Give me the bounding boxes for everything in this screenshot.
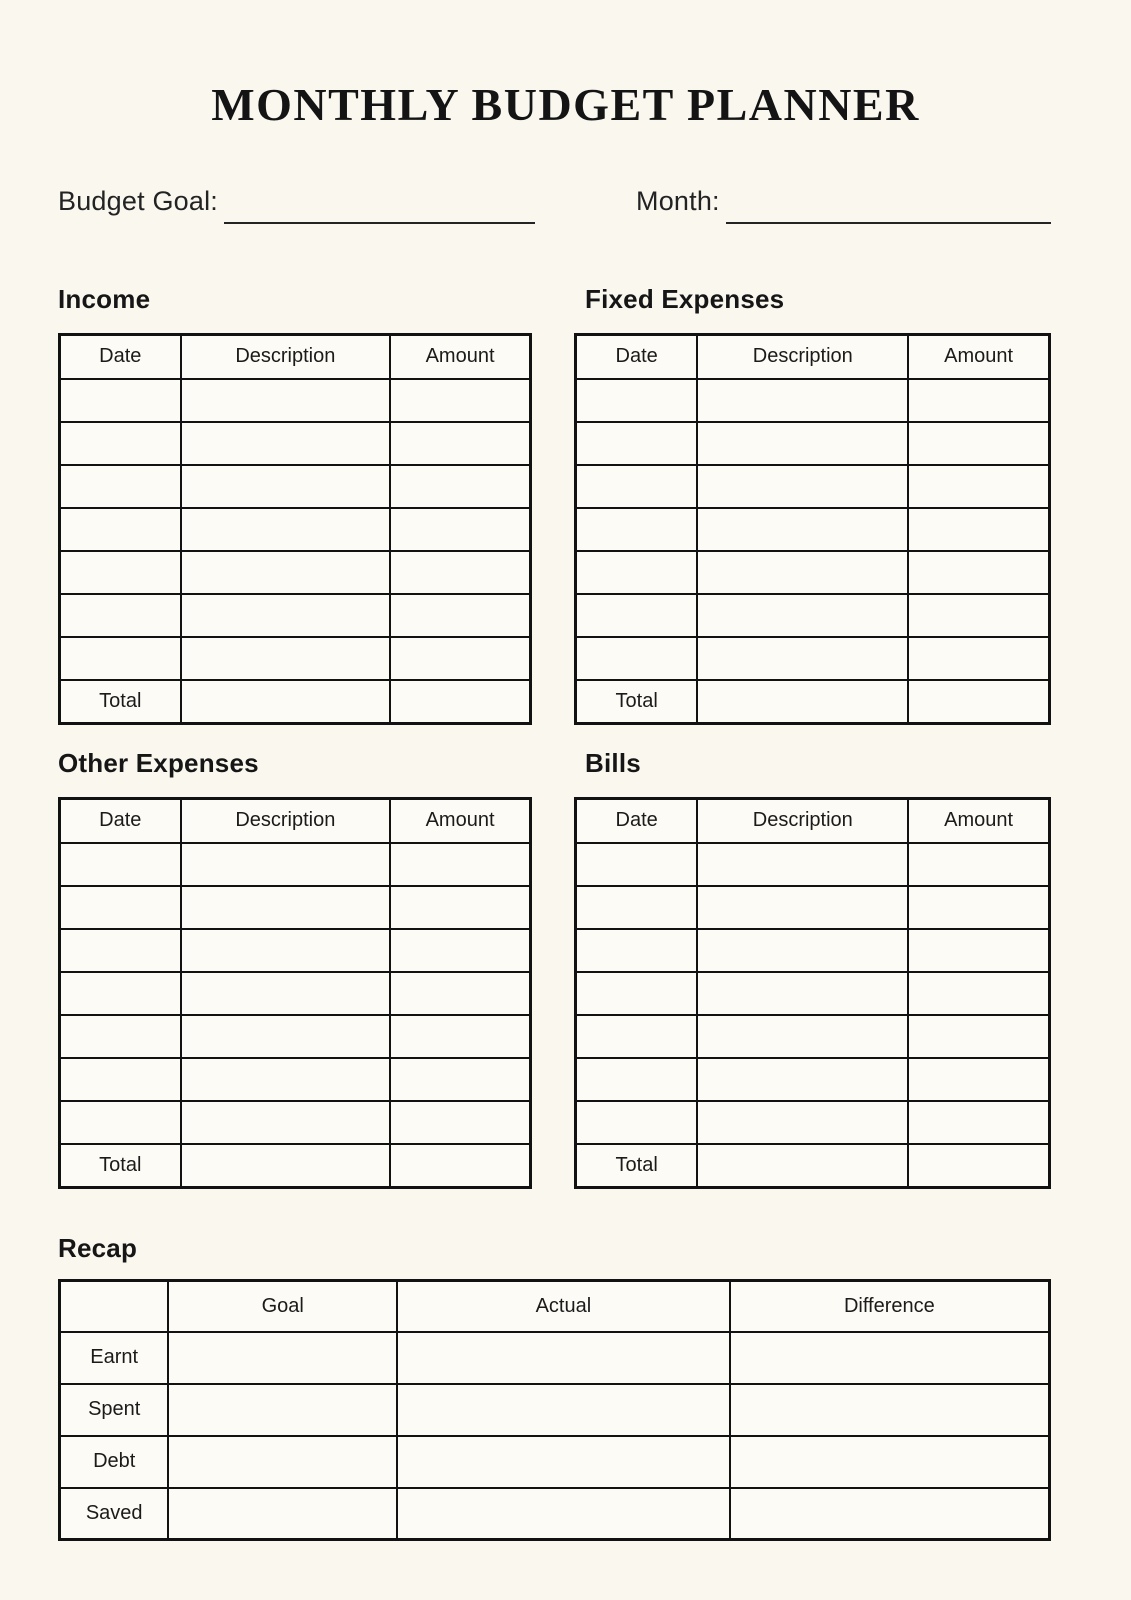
date-cell[interactable] — [60, 594, 181, 637]
description-cell[interactable] — [181, 551, 391, 594]
row-label-debt: Debt — [60, 1436, 169, 1488]
recap-corner-cell — [60, 1281, 169, 1332]
table-row — [60, 929, 531, 972]
other-expenses-heading: Other Expenses — [58, 748, 259, 779]
income-heading: Income — [58, 284, 151, 315]
date-cell[interactable] — [576, 843, 698, 886]
amount-cell[interactable] — [908, 1058, 1049, 1101]
description-cell[interactable] — [181, 379, 391, 422]
description-cell[interactable] — [697, 1058, 908, 1101]
date-cell[interactable] — [576, 422, 698, 465]
total-description-cell[interactable] — [697, 680, 908, 724]
total-row — [60, 1144, 531, 1188]
date-cell[interactable] — [60, 843, 181, 886]
date-cell[interactable] — [60, 465, 181, 508]
date-cell[interactable] — [60, 929, 181, 972]
total-label: Total — [60, 1144, 181, 1188]
description-cell[interactable] — [181, 886, 391, 929]
difference-cell[interactable] — [730, 1488, 1050, 1540]
column-header-description: Description — [697, 335, 908, 379]
amount-cell[interactable] — [390, 551, 530, 594]
total-description-cell[interactable] — [181, 680, 391, 724]
date-cell[interactable] — [60, 508, 181, 551]
description-cell[interactable] — [181, 929, 391, 972]
goal-month-row — [58, 186, 1051, 217]
total-amount-cell[interactable] — [390, 1144, 530, 1188]
column-header-date: Date — [60, 335, 181, 379]
amount-cell[interactable] — [908, 886, 1049, 929]
row-label-spent: Spent — [60, 1384, 169, 1436]
column-header-amount: Amount — [908, 799, 1049, 843]
table-row — [576, 843, 1050, 886]
table-row — [60, 1101, 531, 1144]
total-row — [576, 1144, 1050, 1188]
difference-cell[interactable] — [730, 1436, 1050, 1488]
description-cell[interactable] — [181, 1058, 391, 1101]
table-row — [576, 465, 1050, 508]
description-cell[interactable] — [697, 508, 908, 551]
description-cell[interactable] — [697, 594, 908, 637]
recap-row-debt — [60, 1436, 1050, 1488]
table-row — [576, 1058, 1050, 1101]
total-amount-cell[interactable] — [908, 1144, 1049, 1188]
recap-row-earnt — [60, 1332, 1050, 1384]
column-header-date: Date — [60, 799, 181, 843]
description-cell[interactable] — [697, 1015, 908, 1058]
amount-cell[interactable] — [390, 972, 530, 1015]
amount-cell[interactable] — [908, 972, 1049, 1015]
month-input-line[interactable] — [726, 222, 1051, 224]
bills-heading: Bills — [585, 748, 641, 779]
amount-cell[interactable] — [390, 1101, 530, 1144]
goal-cell[interactable] — [168, 1384, 397, 1436]
budget-goal-field — [58, 186, 535, 217]
amount-cell[interactable] — [390, 422, 530, 465]
table-row — [576, 972, 1050, 1015]
other-expenses-table — [58, 797, 532, 1189]
date-cell[interactable] — [60, 637, 181, 680]
amount-cell[interactable] — [390, 508, 530, 551]
header-row — [60, 335, 531, 379]
table-row — [576, 1101, 1050, 1144]
description-cell[interactable] — [181, 422, 391, 465]
column-header-difference: Difference — [730, 1281, 1050, 1332]
actual-cell[interactable] — [397, 1488, 730, 1540]
total-description-cell[interactable] — [697, 1144, 908, 1188]
description-cell[interactable] — [181, 1015, 391, 1058]
actual-cell[interactable] — [397, 1384, 730, 1436]
amount-cell[interactable] — [390, 465, 530, 508]
description-cell[interactable] — [181, 843, 391, 886]
date-cell[interactable] — [576, 594, 698, 637]
goal-cell[interactable] — [168, 1332, 397, 1384]
table-row — [576, 594, 1050, 637]
column-header-actual: Actual — [397, 1281, 730, 1332]
date-cell[interactable] — [60, 1015, 181, 1058]
fixed-expenses-table — [574, 333, 1051, 725]
description-cell[interactable] — [181, 594, 391, 637]
column-header-amount: Amount — [390, 335, 530, 379]
total-amount-cell[interactable] — [908, 680, 1049, 724]
table-row — [60, 422, 531, 465]
date-cell[interactable] — [576, 551, 698, 594]
amount-cell[interactable] — [908, 508, 1049, 551]
recap-section — [58, 1235, 1051, 1541]
row-label-saved: Saved — [60, 1488, 169, 1540]
date-cell[interactable] — [576, 1101, 698, 1144]
page-title: MONTHLY BUDGET PLANNER — [211, 79, 920, 130]
description-cell[interactable] — [697, 637, 908, 680]
amount-cell[interactable] — [390, 886, 530, 929]
amount-cell[interactable] — [908, 1101, 1049, 1144]
total-row — [60, 680, 531, 724]
description-cell[interactable] — [697, 379, 908, 422]
date-cell[interactable] — [576, 508, 698, 551]
row-label-earnt: Earnt — [60, 1332, 169, 1384]
date-cell[interactable] — [576, 886, 698, 929]
amount-cell[interactable] — [908, 637, 1049, 680]
amount-cell[interactable] — [908, 929, 1049, 972]
date-cell[interactable] — [576, 637, 698, 680]
amount-cell[interactable] — [908, 379, 1049, 422]
total-label: Total — [576, 680, 698, 724]
recap-table — [58, 1279, 1051, 1541]
recap-row-spent — [60, 1384, 1050, 1436]
description-cell[interactable] — [181, 1101, 391, 1144]
table-row — [60, 594, 531, 637]
table-row — [60, 886, 531, 929]
amount-cell[interactable] — [908, 594, 1049, 637]
total-row — [576, 680, 1050, 724]
amount-cell[interactable] — [908, 422, 1049, 465]
description-cell[interactable] — [697, 972, 908, 1015]
total-label: Total — [60, 680, 181, 724]
budget-goal-input-line[interactable] — [224, 222, 535, 224]
column-header-goal: Goal — [168, 1281, 397, 1332]
description-cell[interactable] — [181, 508, 391, 551]
amount-cell[interactable] — [908, 1015, 1049, 1058]
actual-cell[interactable] — [397, 1436, 730, 1488]
date-cell[interactable] — [576, 1058, 698, 1101]
goal-cell[interactable] — [168, 1488, 397, 1540]
table-row — [576, 929, 1050, 972]
amount-cell[interactable] — [390, 1058, 530, 1101]
date-cell[interactable] — [576, 1015, 698, 1058]
date-cell[interactable] — [60, 422, 181, 465]
date-cell[interactable] — [576, 379, 698, 422]
amount-cell[interactable] — [390, 843, 530, 886]
amount-cell[interactable] — [390, 637, 530, 680]
table-row — [576, 422, 1050, 465]
date-cell[interactable] — [576, 929, 698, 972]
description-cell[interactable] — [697, 465, 908, 508]
column-header-description: Description — [181, 335, 391, 379]
tables-grid — [58, 286, 1051, 1189]
recap-row-saved — [60, 1488, 1050, 1540]
description-cell[interactable] — [697, 551, 908, 594]
header-row — [60, 799, 531, 843]
column-header-amount: Amount — [390, 799, 530, 843]
table-row — [60, 843, 531, 886]
total-description-cell[interactable] — [181, 1144, 391, 1188]
table-row — [60, 1058, 531, 1101]
column-header-amount: Amount — [908, 335, 1049, 379]
column-header-date: Date — [576, 335, 698, 379]
table-row — [576, 379, 1050, 422]
bills-section — [574, 750, 1051, 1189]
date-cell[interactable] — [60, 379, 181, 422]
description-cell[interactable] — [181, 637, 391, 680]
date-cell[interactable] — [60, 1101, 181, 1144]
header-row — [576, 799, 1050, 843]
column-header-description: Description — [697, 799, 908, 843]
table-row — [60, 465, 531, 508]
table-row — [576, 886, 1050, 929]
table-row — [60, 1015, 531, 1058]
table-row — [576, 1015, 1050, 1058]
bills-table — [574, 797, 1051, 1189]
table-row — [576, 551, 1050, 594]
difference-cell[interactable] — [730, 1384, 1050, 1436]
recap-heading: Recap — [58, 1233, 138, 1264]
amount-cell[interactable] — [908, 551, 1049, 594]
description-cell[interactable] — [697, 1101, 908, 1144]
description-cell[interactable] — [697, 929, 908, 972]
table-row — [60, 637, 531, 680]
fixed-expenses-section — [574, 286, 1051, 725]
description-cell[interactable] — [181, 972, 391, 1015]
month-label: Month: — [636, 186, 720, 216]
actual-cell[interactable] — [397, 1332, 730, 1384]
table-row — [576, 637, 1050, 680]
amount-cell[interactable] — [908, 465, 1049, 508]
date-cell[interactable] — [576, 465, 698, 508]
difference-cell[interactable] — [730, 1332, 1050, 1384]
month-field — [636, 186, 1051, 217]
fixed-expenses-heading: Fixed Expenses — [585, 284, 785, 315]
other-expenses-section — [58, 750, 532, 1189]
amount-cell[interactable] — [390, 929, 530, 972]
date-cell[interactable] — [60, 886, 181, 929]
date-cell[interactable] — [60, 972, 181, 1015]
table-row — [60, 551, 531, 594]
header-row — [576, 335, 1050, 379]
planner-page — [0, 186, 1131, 1541]
date-cell[interactable] — [60, 551, 181, 594]
description-cell[interactable] — [181, 465, 391, 508]
income-section — [58, 286, 532, 725]
income-table — [58, 333, 532, 725]
budget-goal-label: Budget Goal: — [58, 186, 219, 216]
description-cell[interactable] — [697, 843, 908, 886]
description-cell[interactable] — [697, 422, 908, 465]
table-row — [60, 379, 531, 422]
description-cell[interactable] — [697, 886, 908, 929]
column-header-date: Date — [576, 799, 698, 843]
amount-cell[interactable] — [908, 843, 1049, 886]
amount-cell[interactable] — [390, 1015, 530, 1058]
total-amount-cell[interactable] — [390, 680, 530, 724]
amount-cell[interactable] — [390, 594, 530, 637]
recap-header-row — [60, 1281, 1050, 1332]
total-label: Total — [576, 1144, 698, 1188]
date-cell[interactable] — [60, 1058, 181, 1101]
goal-cell[interactable] — [168, 1436, 397, 1488]
table-row — [60, 508, 531, 551]
date-cell[interactable] — [576, 972, 698, 1015]
amount-cell[interactable] — [390, 379, 530, 422]
table-row — [576, 508, 1050, 551]
column-header-description: Description — [181, 799, 391, 843]
table-row — [60, 972, 531, 1015]
